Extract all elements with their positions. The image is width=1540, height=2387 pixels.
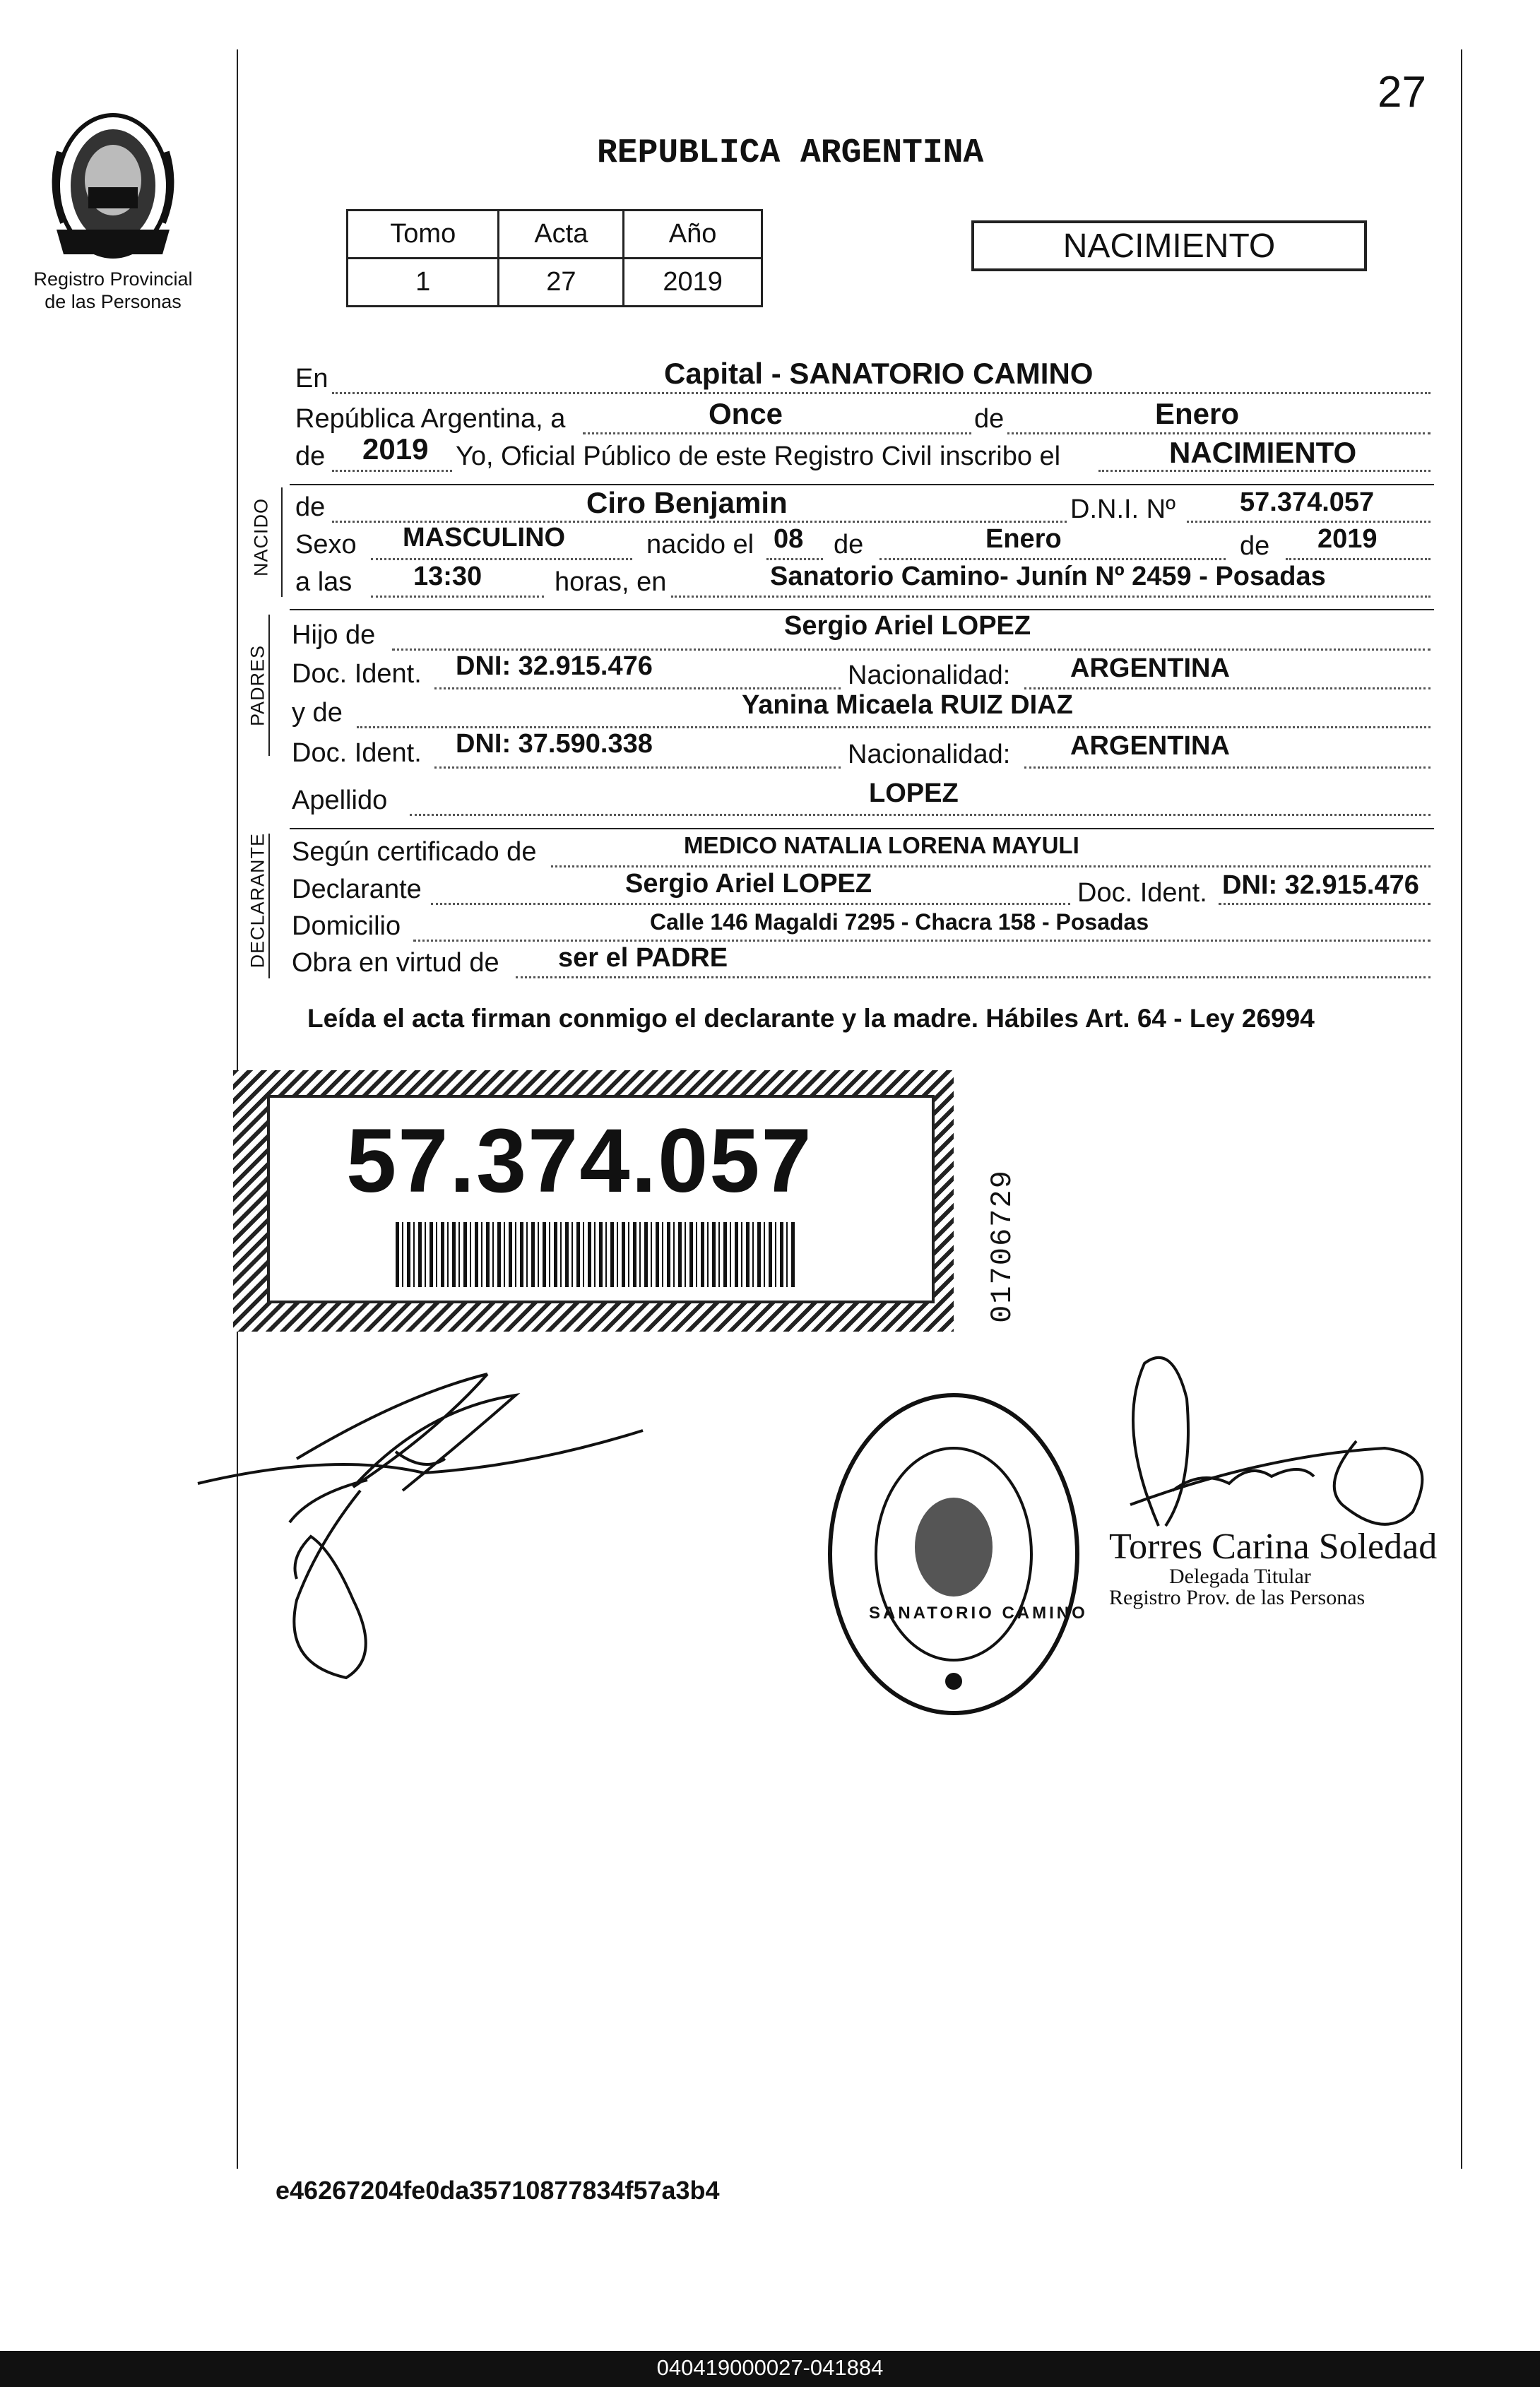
issuer-name-line2: de las Personas: [45, 291, 182, 312]
nacido-bracket: [281, 487, 283, 597]
country-title: REPUBLICA ARGENTINA: [597, 134, 984, 172]
nacido-de-label: de: [295, 492, 326, 522]
father-doc-dots: [434, 687, 841, 689]
father-nac-value: ARGENTINA: [1070, 653, 1230, 683]
child-dni-value: 57.374.057: [1240, 487, 1375, 517]
acta-header: Acta: [499, 211, 624, 259]
official-seal: [823, 1385, 1084, 1724]
hijo-de-label: Hijo de: [292, 620, 376, 650]
apellido-value: LOPEZ: [869, 778, 959, 808]
horas-label: horas, en: [555, 567, 667, 597]
domicilio-label: Domicilio: [292, 911, 401, 941]
obra-dots: [516, 976, 1431, 978]
father-nac-dots: [1024, 687, 1431, 689]
official-title2: Registro Prov. de las Personas: [1109, 1586, 1366, 1609]
declarante-section-label: DECLARANTE: [247, 832, 268, 969]
closing-note: Leída el acta firman conmigo el declarante y la madre. Hábiles Art. 64 - Ley 26994: [307, 1004, 1315, 1033]
father-name-value: Sergio Ariel LOPEZ: [784, 611, 1031, 641]
birth-place-value: Sanatorio Camino- Junín Nº 2459 - Posadas: [770, 562, 1326, 591]
cert-dots: [551, 865, 1431, 867]
mother-doc-dots: [434, 766, 841, 769]
declarante-label: Declarante: [292, 875, 422, 904]
birth-day-value: 08: [774, 524, 804, 554]
nacido-el-label: nacido el: [646, 530, 754, 559]
issuer-name-line1: Registro Provincial: [33, 268, 193, 290]
cert-value: MEDICO NATALIA LORENA MAYULI: [684, 832, 1079, 858]
birth-year-value: 2019: [1317, 524, 1378, 554]
father-nac-label: Nacionalidad:: [848, 661, 1011, 690]
republica-label: República Argentina, a: [295, 404, 566, 434]
act-dots: [1098, 470, 1431, 472]
year-dots: [332, 470, 452, 472]
dni-stamp-serial: 01706729: [985, 1169, 1019, 1323]
declarante-doc-value: DNI: 32.915.476: [1222, 870, 1419, 900]
act-value: NACIMIENTO: [1169, 436, 1357, 469]
domicilio-dots: [413, 940, 1431, 942]
en-dots: [332, 392, 1431, 394]
birth-time-value: 13:30: [413, 562, 482, 591]
official-title1: Delegada Titular: [1169, 1565, 1311, 1588]
dni-dots: [1187, 521, 1431, 523]
father-doc-label: Doc. Ident.: [292, 659, 422, 689]
yo-text: Yo, Oficial Público de este Registro Civil inscribo el: [456, 442, 1061, 471]
rule-declarante-top: [290, 828, 1434, 829]
seal-center-text: SANATORIO CAMINO: [869, 1604, 1088, 1623]
acta-value: 27: [499, 259, 624, 307]
sexo-label: Sexo: [295, 530, 357, 559]
birth-day-dots: [766, 558, 823, 560]
tomo-value: 1: [348, 259, 499, 307]
mother-nac-dots: [1024, 766, 1431, 769]
father-dots: [392, 648, 1431, 651]
en-label: En: [295, 364, 328, 393]
nacido-de-label2: de: [834, 530, 864, 559]
year-value: 2019: [362, 432, 429, 466]
mother-doc-label: Doc. Ident.: [292, 738, 422, 768]
mother-name-value: Yanina Micaela RUIZ DIAZ: [742, 690, 1073, 720]
month-value: Enero: [1155, 397, 1240, 430]
apellido-dots: [410, 814, 1431, 816]
obra-value: ser el PADRE: [558, 943, 728, 973]
mother-nac-label: Nacionalidad:: [848, 740, 1011, 769]
nacido-de-label3: de: [1240, 531, 1270, 561]
rule-padres-top: [290, 609, 1434, 610]
footer-code: 040419000027-041884: [656, 2355, 884, 2380]
birth-year-dots: [1286, 558, 1431, 560]
father-doc-value: DNI: 32.915.476: [456, 651, 653, 681]
declarante-doc-label: Doc. Ident.: [1077, 878, 1207, 908]
anio-value: 2019: [624, 259, 762, 307]
official-name: Torres Carina Soledad: [1109, 1527, 1438, 1567]
anio-header: Año: [624, 211, 762, 259]
sexo-value: MASCULINO: [403, 523, 566, 552]
time-dots: [371, 596, 544, 598]
child-name-value: Ciro Benjamin: [586, 486, 788, 519]
a-las-label: a las: [295, 567, 353, 597]
declarante-doc-dots: [1219, 903, 1431, 905]
dni-label: D.N.I. Nº: [1070, 494, 1175, 524]
provincial-seal: [42, 109, 184, 261]
mother-dots: [357, 726, 1431, 728]
document-hash: e46267204fe0da35710877834f57a3b4: [276, 2176, 720, 2205]
rule-nacido-top: [290, 484, 1434, 485]
barcode: [396, 1222, 795, 1287]
page-number: 27: [1378, 68, 1426, 117]
dni-stamp-number: 57.374.057: [346, 1110, 813, 1212]
right-border-line: [1461, 49, 1462, 2169]
declarante-dots: [431, 903, 1070, 905]
mother-nac-value: ARGENTINA: [1070, 731, 1230, 761]
tomo-header: Tomo: [348, 211, 499, 259]
padres-section-label: PADRES: [247, 644, 268, 727]
birth-month-dots: [879, 558, 1226, 560]
nacido-section-label: NACIDO: [250, 498, 272, 577]
de-label-year: de: [295, 442, 326, 471]
sexo-dots: [371, 558, 632, 560]
de-label-month: de: [971, 404, 1007, 434]
en-value: Capital - SANATORIO CAMINO: [664, 357, 1094, 390]
domicilio-value: Calle 146 Magaldi 7295 - Chacra 158 - Posadas: [650, 909, 1149, 935]
cert-label: Según certificado de: [292, 837, 537, 867]
place-dots: [671, 596, 1431, 598]
obra-label: Obra en virtud de: [292, 948, 499, 978]
mother-doc-value: DNI: 37.590.338: [456, 729, 653, 759]
register-table: [346, 209, 763, 307]
birth-month-value: Enero: [985, 524, 1062, 554]
left-signature: [191, 1367, 699, 1720]
declarante-value: Sergio Ariel LOPEZ: [625, 869, 872, 899]
apellido-label: Apellido: [292, 786, 388, 815]
act-type-box: NACIMIENTO: [971, 220, 1367, 271]
day-value: Once: [709, 397, 783, 430]
y-de-label: y de: [292, 698, 343, 728]
